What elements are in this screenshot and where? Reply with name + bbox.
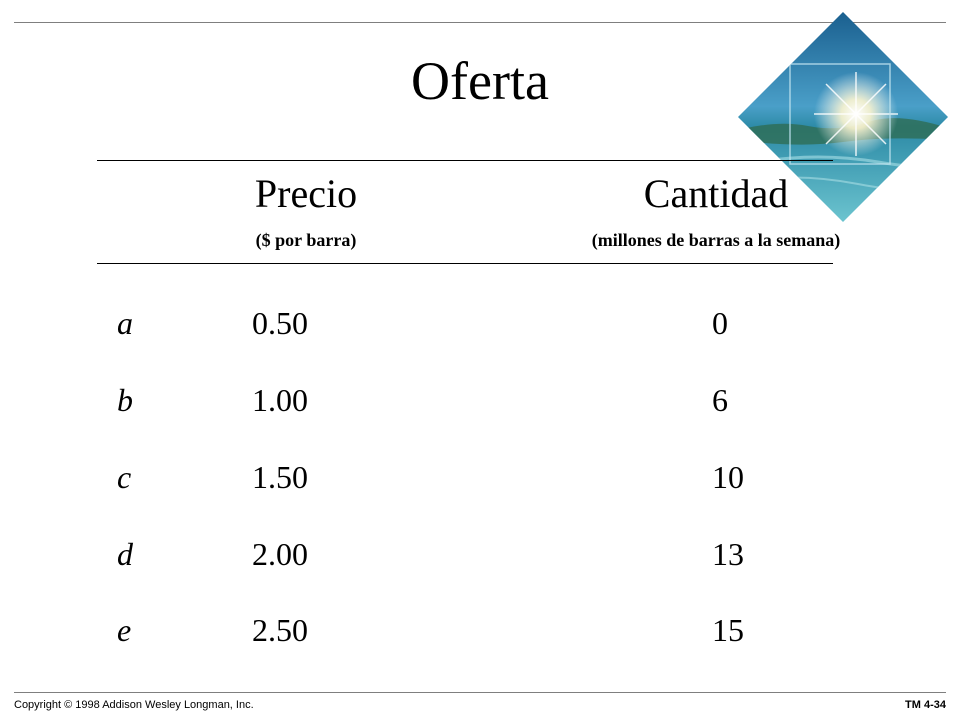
point-label: d [117, 536, 133, 572]
quantity-cell: 10 [712, 459, 744, 495]
point-label: b [117, 382, 133, 418]
slide-id: TM 4-34 [905, 699, 946, 711]
point-label: e [117, 612, 132, 648]
table-header-rule [97, 263, 833, 264]
price-cell: 1.50 [252, 459, 308, 495]
price-cell: 2.50 [252, 612, 308, 648]
price-cell: 0.50 [252, 305, 308, 341]
table-row [0, 453, 960, 501]
quantity-cell: 6 [712, 382, 728, 418]
price-column-header: Precio [254, 171, 358, 216]
table-row [0, 530, 960, 578]
quantity-cell: 0 [712, 305, 728, 341]
table-top-rule [97, 160, 833, 161]
quantity-column-header: Cantidad [643, 171, 789, 216]
quantity-cell: 15 [712, 612, 744, 648]
table-row [0, 606, 960, 654]
quantity-unit-label: (millones de barras a la semana) [591, 230, 841, 250]
point-label: a [117, 305, 133, 341]
price-cell: 1.00 [252, 382, 308, 418]
price-unit-label: ($ por barra) [255, 230, 357, 250]
copyright-notice: Copyright © 1998 Addison Wesley Longman, Inc. [14, 699, 254, 711]
footer-divider [14, 692, 946, 693]
table-row [0, 376, 960, 424]
quantity-cell: 13 [712, 536, 744, 572]
point-label: c [117, 459, 132, 495]
table-row [0, 299, 960, 347]
slide-title: Oferta [411, 51, 549, 111]
price-cell: 2.00 [252, 536, 308, 572]
